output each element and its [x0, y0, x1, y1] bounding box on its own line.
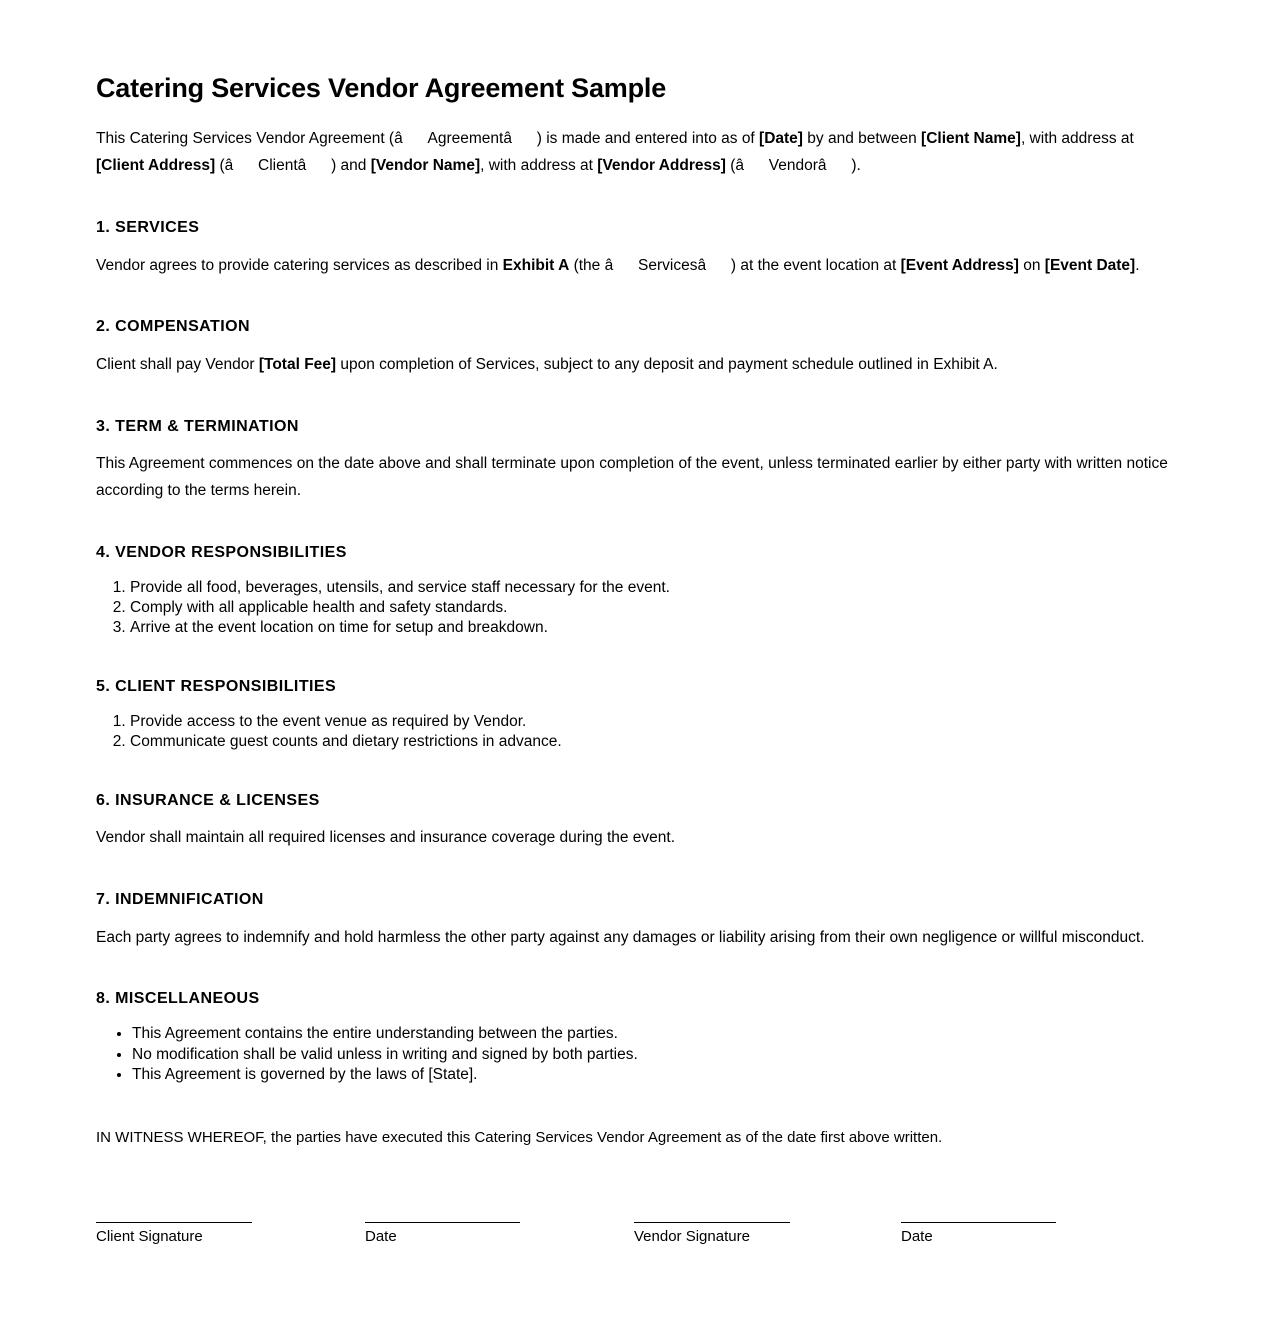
client-signature-label: Client Signature: [96, 1227, 203, 1245]
section-heading-vendor-responsibilities: 4. VENDOR RESPONSIBILITIES: [96, 543, 347, 561]
section-heading-services: 1. SERVICES: [96, 218, 200, 236]
compensation-paragraph: [96, 352, 1168, 379]
vendor-signature-label: Vendor Signature: [634, 1227, 750, 1245]
section-heading-indemnification: 7. INDEMNIFICATION: [96, 891, 264, 909]
client-signature-field[interactable]: [96, 1222, 252, 1249]
services-text-part1: Vendor agrees to provide catering services as described in: [96, 256, 503, 274]
services-paragraph: [96, 253, 1168, 280]
section-compensation: [96, 317, 1168, 378]
list-item: 3. Arrive at the event location on time for setup and breakdown.: [130, 618, 1168, 638]
list-item: • This Agreement is governed by the laws of [State].: [132, 1065, 1168, 1085]
client-name-placeholder: [Client Name]: [921, 130, 1021, 148]
vendor-address-placeholder: [Vendor Address]: [597, 157, 726, 175]
event-date-placeholder: [Event Date]: [1044, 256, 1136, 274]
intro-text-part3: , with address at: [1020, 130, 1134, 148]
indemnification-paragraph: Each party agrees to indemnify and hold harmless the other party against any damages or liability arising from their own negligence or willful misconduct.: [96, 928, 1145, 946]
client-address-placeholder: [Client Address]: [96, 157, 216, 175]
list-item: • No modification shall be valid unless in writing and signed by both parties.: [132, 1045, 1168, 1065]
miscellaneous-list: [96, 1024, 1168, 1085]
vendor-responsibilities-list: [96, 578, 1168, 639]
intro-text-part4: (âClientâ) and: [215, 157, 371, 175]
intro-paragraph: [96, 126, 1168, 179]
section-heading-insurance-licenses: 6. INSURANCE & LICENSES: [96, 791, 320, 809]
vendor-signature-field[interactable]: [634, 1222, 790, 1249]
total-fee-placeholder: [Total Fee]: [258, 355, 337, 373]
list-item: 1. Provide access to the event venue as required by Vendor.: [130, 712, 1168, 732]
section-term-termination: [96, 417, 1168, 505]
section-services: [96, 218, 1168, 279]
vendor-name-placeholder: [Vendor Name]: [370, 157, 481, 175]
list-item: 2. Communicate guest counts and dietary restrictions in advance.: [130, 732, 1168, 752]
page-title: Catering Services Vendor Agreement Sample: [96, 73, 667, 103]
signature-block: [96, 1222, 1168, 1268]
list-item: • This Agreement contains the entire understanding between the parties.: [132, 1024, 1168, 1044]
client-responsibilities-list: [96, 712, 1168, 753]
client-date-field[interactable]: [365, 1222, 520, 1249]
compensation-text-part1: Client shall pay Vendor: [96, 355, 259, 373]
intro-text-part1: This Catering Services Vendor Agreement (âAgreementâ) is made and entered into as of: [96, 130, 760, 148]
section-vendor-responsibilities: [96, 543, 1168, 639]
section-indemnification: [96, 890, 1168, 951]
list-item: 1. Provide all food, beverages, utensils, and service staff necessary for the event.: [130, 578, 1168, 598]
insurance-licenses-paragraph: Vendor shall maintain all required licenses and insurance coverage during the event.: [96, 829, 676, 847]
section-insurance-licenses: [96, 791, 1168, 852]
compensation-text-part2: upon completion of Services, subject to any deposit and payment schedule outlined in Exhibit A.: [336, 355, 998, 373]
section-heading-client-responsibilities: 5. CLIENT RESPONSIBILITIES: [96, 677, 337, 695]
section-heading-term-termination: 3. TERM & TERMINATION: [96, 417, 299, 435]
section-client-responsibilities: [96, 677, 1168, 753]
event-address-placeholder: [Event Address]: [900, 256, 1019, 274]
vendor-date-field[interactable]: [901, 1222, 1056, 1249]
date-placeholder: [Date]: [759, 130, 803, 148]
intro-text-part5: , with address at: [480, 157, 598, 175]
witness-clause: IN WITNESS WHEREOF, the parties have executed this Catering Services Vendor Agreement as of the date first above written.: [96, 1128, 943, 1146]
list-item: 2. Comply with all applicable health and safety standards.: [130, 598, 1168, 618]
exhibit-a-reference: Exhibit A: [502, 256, 570, 274]
services-text-part2: (the âServicesâ) at the event location at: [569, 256, 901, 274]
term-termination-paragraph: This Agreement commences on the date above and shall terminate upon completion of the event, unless terminated earlier by either party with written notice according to the terms herein.: [96, 455, 1168, 500]
client-date-label: Date: [365, 1227, 397, 1245]
services-text-part4: .: [1135, 256, 1140, 274]
section-heading-compensation: 2. COMPENSATION: [96, 318, 251, 336]
services-text-part3: on: [1018, 256, 1045, 274]
section-heading-miscellaneous: 8. MISCELLANEOUS: [96, 990, 260, 1008]
vendor-date-label: Date: [901, 1227, 933, 1245]
intro-text-part6: (âVendorâ).: [725, 157, 861, 175]
intro-text-part2: by and between: [802, 130, 922, 148]
section-miscellaneous: [96, 989, 1168, 1085]
